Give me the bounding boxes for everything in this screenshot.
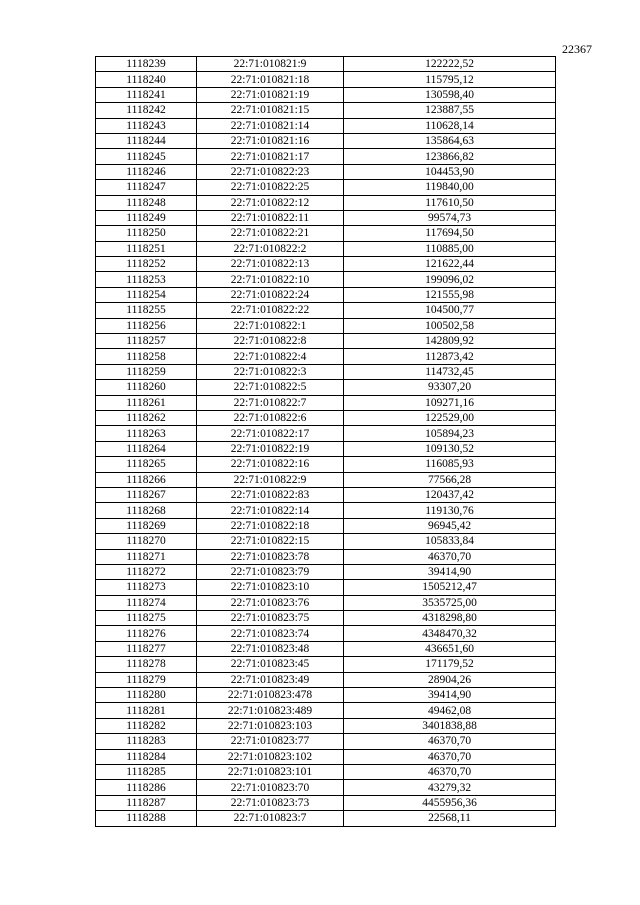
- cadastral-number-cell: 22:71:010822:4: [197, 349, 344, 364]
- table-row: [96, 641, 556, 656]
- table-row: [96, 472, 556, 487]
- table-row: [96, 226, 556, 241]
- cadastral-number-cell: 22:71:010823:76: [197, 595, 344, 610]
- value-cell: 119130,76: [344, 503, 556, 518]
- cadastral-number-cell: 22:71:010822:23: [197, 164, 344, 179]
- table-row: [96, 534, 556, 549]
- row-number-cell: 1118247: [96, 180, 197, 195]
- row-number-cell: 1118283: [96, 734, 197, 749]
- table-body: [96, 57, 556, 827]
- row-number-cell: 1118254: [96, 287, 197, 302]
- value-cell: 110885,00: [344, 241, 556, 256]
- table-row: [96, 272, 556, 287]
- row-number-cell: 1118270: [96, 534, 197, 549]
- row-number-cell: 1118263: [96, 426, 197, 441]
- row-number-cell: 1118273: [96, 580, 197, 595]
- value-cell: 4318298,80: [344, 611, 556, 626]
- table-row: [96, 426, 556, 441]
- table-row: [96, 72, 556, 87]
- value-cell: 28904,26: [344, 672, 556, 687]
- value-cell: 116085,93: [344, 457, 556, 472]
- value-cell: 105894,23: [344, 426, 556, 441]
- cadastral-number-cell: 22:71:010821:9: [197, 57, 344, 72]
- cadastral-number-cell: 22:71:010822:13: [197, 257, 344, 272]
- table-row: [96, 195, 556, 210]
- value-cell: 104500,77: [344, 303, 556, 318]
- table-row: [96, 87, 556, 102]
- cadastral-number-cell: 22:71:010822:17: [197, 426, 344, 441]
- table-row: [96, 318, 556, 333]
- table-row: [96, 580, 556, 595]
- data-table: [95, 56, 556, 827]
- row-number-cell: 1118253: [96, 272, 197, 287]
- value-cell: 130598,40: [344, 87, 556, 102]
- table-row: [96, 118, 556, 133]
- value-cell: 3401838,88: [344, 718, 556, 733]
- cadastral-number-cell: 22:71:010823:49: [197, 672, 344, 687]
- value-cell: 46370,70: [344, 549, 556, 564]
- row-number-cell: 1118249: [96, 210, 197, 225]
- value-cell: 199096,02: [344, 272, 556, 287]
- cadastral-number-cell: 22:71:010823:79: [197, 564, 344, 579]
- table-row: [96, 410, 556, 425]
- cadastral-number-cell: 22:71:010823:45: [197, 657, 344, 672]
- value-cell: 99574,73: [344, 210, 556, 225]
- cadastral-number-cell: 22:71:010822:16: [197, 457, 344, 472]
- table-row: [96, 241, 556, 256]
- cadastral-number-cell: 22:71:010822:7: [197, 395, 344, 410]
- value-cell: 100502,58: [344, 318, 556, 333]
- table-row: [96, 164, 556, 179]
- cadastral-number-cell: 22:71:010822:6: [197, 410, 344, 425]
- row-number-cell: 1118288: [96, 811, 197, 826]
- row-number-cell: 1118256: [96, 318, 197, 333]
- cadastral-number-cell: 22:71:010823:103: [197, 718, 344, 733]
- cadastral-number-cell: 22:71:010822:22: [197, 303, 344, 318]
- cadastral-number-cell: 22:71:010822:24: [197, 287, 344, 302]
- table-row: [96, 303, 556, 318]
- table-row: [96, 764, 556, 779]
- value-cell: 46370,70: [344, 764, 556, 779]
- value-cell: 117694,50: [344, 226, 556, 241]
- table-row: [96, 672, 556, 687]
- table-row: [96, 718, 556, 733]
- table-row: [96, 457, 556, 472]
- cadastral-number-cell: 22:71:010823:78: [197, 549, 344, 564]
- value-cell: 110628,14: [344, 118, 556, 133]
- row-number-cell: 1118276: [96, 626, 197, 641]
- table-row: [96, 210, 556, 225]
- row-number-cell: 1118250: [96, 226, 197, 241]
- table-row: [96, 549, 556, 564]
- row-number-cell: 1118271: [96, 549, 197, 564]
- value-cell: 112873,42: [344, 349, 556, 364]
- table-row: [96, 749, 556, 764]
- value-cell: 39414,90: [344, 688, 556, 703]
- row-number-cell: 1118246: [96, 164, 197, 179]
- cadastral-number-cell: 22:71:010823:478: [197, 688, 344, 703]
- value-cell: 120437,42: [344, 487, 556, 502]
- value-cell: 46370,70: [344, 749, 556, 764]
- table-row: [96, 441, 556, 456]
- table-row: [96, 734, 556, 749]
- value-cell: 135864,63: [344, 133, 556, 148]
- page-number: 22367: [562, 42, 592, 56]
- cadastral-number-cell: 22:71:010823:75: [197, 611, 344, 626]
- cadastral-number-cell: 22:71:010823:102: [197, 749, 344, 764]
- table-row: [96, 703, 556, 718]
- value-cell: 123866,82: [344, 149, 556, 164]
- cadastral-number-cell: 22:71:010822:12: [197, 195, 344, 210]
- row-number-cell: 1118266: [96, 472, 197, 487]
- table-row: [96, 564, 556, 579]
- row-number-cell: 1118272: [96, 564, 197, 579]
- cadastral-number-cell: 22:71:010822:14: [197, 503, 344, 518]
- cadastral-number-cell: 22:71:010823:10: [197, 580, 344, 595]
- row-number-cell: 1118267: [96, 487, 197, 502]
- row-number-cell: 1118240: [96, 72, 197, 87]
- value-cell: 109130,52: [344, 441, 556, 456]
- cadastral-number-cell: 22:71:010821:16: [197, 133, 344, 148]
- cadastral-number-cell: 22:71:010822:15: [197, 534, 344, 549]
- value-cell: 77566,28: [344, 472, 556, 487]
- value-cell: 142809,92: [344, 334, 556, 349]
- row-number-cell: 1118243: [96, 118, 197, 133]
- table-row: [96, 688, 556, 703]
- cadastral-number-cell: 22:71:010822:19: [197, 441, 344, 456]
- cadastral-number-cell: 22:71:010822:25: [197, 180, 344, 195]
- row-number-cell: 1118275: [96, 611, 197, 626]
- table-row: [96, 518, 556, 533]
- table-row: [96, 626, 556, 641]
- row-number-cell: 1118255: [96, 303, 197, 318]
- table-row: [96, 287, 556, 302]
- value-cell: 3535725,00: [344, 595, 556, 610]
- row-number-cell: 1118287: [96, 795, 197, 810]
- row-number-cell: 1118241: [96, 87, 197, 102]
- value-cell: 43279,32: [344, 780, 556, 795]
- table-row: [96, 657, 556, 672]
- value-cell: 4348470,32: [344, 626, 556, 641]
- value-cell: 22568,11: [344, 811, 556, 826]
- row-number-cell: 1118278: [96, 657, 197, 672]
- value-cell: 96945,42: [344, 518, 556, 533]
- row-number-cell: 1118285: [96, 764, 197, 779]
- table-row: [96, 133, 556, 148]
- value-cell: 119840,00: [344, 180, 556, 195]
- cadastral-number-cell: 22:71:010823:7: [197, 811, 344, 826]
- table-row: [96, 487, 556, 502]
- row-number-cell: 1118248: [96, 195, 197, 210]
- value-cell: 123887,55: [344, 103, 556, 118]
- value-cell: 121555,98: [344, 287, 556, 302]
- value-cell: 49462,08: [344, 703, 556, 718]
- row-number-cell: 1118269: [96, 518, 197, 533]
- row-number-cell: 1118264: [96, 441, 197, 456]
- row-number-cell: 1118274: [96, 595, 197, 610]
- row-number-cell: 1118277: [96, 641, 197, 656]
- cadastral-number-cell: 22:71:010822:10: [197, 272, 344, 287]
- table-row: [96, 180, 556, 195]
- cadastral-number-cell: 22:71:010822:3: [197, 364, 344, 379]
- value-cell: 117610,50: [344, 195, 556, 210]
- row-number-cell: 1118259: [96, 364, 197, 379]
- row-number-cell: 1118260: [96, 380, 197, 395]
- cadastral-number-cell: 22:71:010823:77: [197, 734, 344, 749]
- table-row: [96, 334, 556, 349]
- row-number-cell: 1118282: [96, 718, 197, 733]
- value-cell: 39414,90: [344, 564, 556, 579]
- cadastral-number-cell: 22:71:010821:17: [197, 149, 344, 164]
- cadastral-number-cell: 22:71:010822:83: [197, 487, 344, 502]
- cadastral-number-cell: 22:71:010823:74: [197, 626, 344, 641]
- table-row: [96, 257, 556, 272]
- table-row: [96, 595, 556, 610]
- value-cell: 122529,00: [344, 410, 556, 425]
- value-cell: 46370,70: [344, 734, 556, 749]
- cadastral-number-cell: 22:71:010822:21: [197, 226, 344, 241]
- cadastral-number-cell: 22:71:010823:70: [197, 780, 344, 795]
- table-row: [96, 395, 556, 410]
- row-number-cell: 1118257: [96, 334, 197, 349]
- row-number-cell: 1118280: [96, 688, 197, 703]
- value-cell: 171179,52: [344, 657, 556, 672]
- row-number-cell: 1118251: [96, 241, 197, 256]
- value-cell: 114732,45: [344, 364, 556, 379]
- cadastral-number-cell: 22:71:010822:18: [197, 518, 344, 533]
- cadastral-number-cell: 22:71:010822:8: [197, 334, 344, 349]
- cadastral-number-cell: 22:71:010823:489: [197, 703, 344, 718]
- table-row: [96, 795, 556, 810]
- row-number-cell: 1118281: [96, 703, 197, 718]
- cadastral-number-cell: 22:71:010822:11: [197, 210, 344, 225]
- value-cell: 122222,52: [344, 57, 556, 72]
- value-cell: 115795,12: [344, 72, 556, 87]
- row-number-cell: 1118244: [96, 133, 197, 148]
- row-number-cell: 1118268: [96, 503, 197, 518]
- row-number-cell: 1118286: [96, 780, 197, 795]
- table-row: [96, 503, 556, 518]
- value-cell: 109271,16: [344, 395, 556, 410]
- value-cell: 1505212,47: [344, 580, 556, 595]
- value-cell: 4455956,36: [344, 795, 556, 810]
- value-cell: 93307,20: [344, 380, 556, 395]
- table-row: [96, 349, 556, 364]
- table-row: [96, 149, 556, 164]
- table-row: [96, 57, 556, 72]
- row-number-cell: 1118258: [96, 349, 197, 364]
- row-number-cell: 1118265: [96, 457, 197, 472]
- cadastral-number-cell: 22:71:010821:19: [197, 87, 344, 102]
- cadastral-number-cell: 22:71:010822:1: [197, 318, 344, 333]
- cadastral-number-cell: 22:71:010821:14: [197, 118, 344, 133]
- table-row: [96, 380, 556, 395]
- cadastral-number-cell: 22:71:010823:48: [197, 641, 344, 656]
- row-number-cell: 1118239: [96, 57, 197, 72]
- cadastral-number-cell: 22:71:010821:18: [197, 72, 344, 87]
- table-row: [96, 811, 556, 826]
- row-number-cell: 1118245: [96, 149, 197, 164]
- table-row: [96, 364, 556, 379]
- row-number-cell: 1118284: [96, 749, 197, 764]
- row-number-cell: 1118262: [96, 410, 197, 425]
- value-cell: 436651,60: [344, 641, 556, 656]
- cadastral-number-cell: 22:71:010823:73: [197, 795, 344, 810]
- cadastral-number-cell: 22:71:010822:9: [197, 472, 344, 487]
- value-cell: 105833,84: [344, 534, 556, 549]
- table-row: [96, 780, 556, 795]
- table-row: [96, 611, 556, 626]
- table-row: [96, 103, 556, 118]
- row-number-cell: 1118242: [96, 103, 197, 118]
- value-cell: 104453,90: [344, 164, 556, 179]
- value-cell: 121622,44: [344, 257, 556, 272]
- cadastral-number-cell: 22:71:010821:15: [197, 103, 344, 118]
- cadastral-number-cell: 22:71:010822:2: [197, 241, 344, 256]
- cadastral-number-cell: 22:71:010822:5: [197, 380, 344, 395]
- row-number-cell: 1118261: [96, 395, 197, 410]
- row-number-cell: 1118279: [96, 672, 197, 687]
- row-number-cell: 1118252: [96, 257, 197, 272]
- cadastral-number-cell: 22:71:010823:101: [197, 764, 344, 779]
